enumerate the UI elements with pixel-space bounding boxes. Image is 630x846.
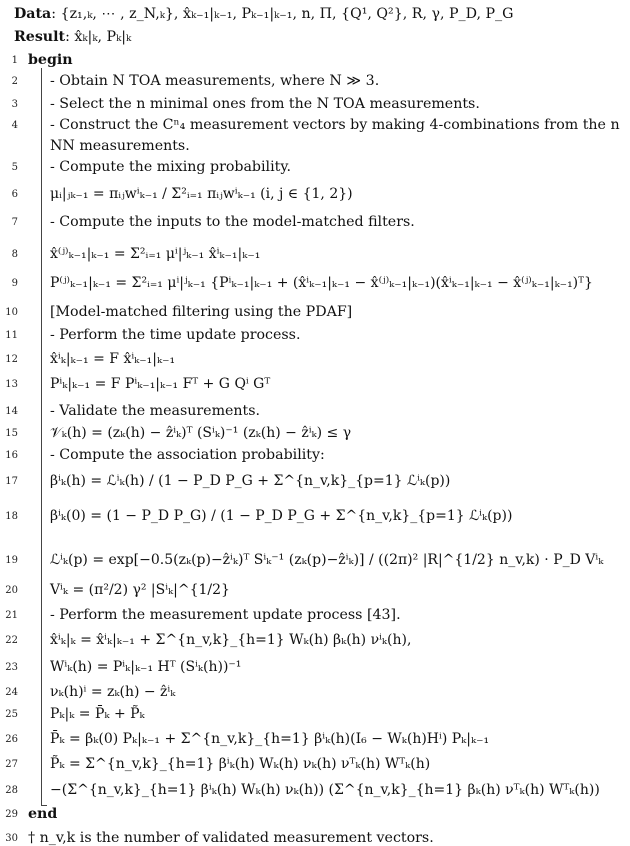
line-number: 23 [5, 662, 18, 673]
equation-text: x̂⁽ʲ⁾ₖ₋₁|ₖ₋₁ = Σ²ᵢ₌₁ μⁱ|ʲₖ₋₁ x̂ⁱₖ₋₁|ₖ₋₁ [50, 246, 261, 262]
line-number: 16 [5, 450, 18, 461]
line-number: 15 [5, 428, 18, 439]
equation-text: μᵢ|ⱼₖ₋₁ = πᵢⱼwⁱₖ₋₁ / Σ²ᵢ₌₁ πᵢⱼwⁱₖ₋₁ (i, j ∈ {1, 2}) [50, 186, 353, 202]
line-number: 8 [11, 249, 18, 260]
equation-text: Pⁱₖ|ₖ₋₁ = F Pⁱₖ₋₁|ₖ₋₁ Fᵀ + G Qⁱ Gᵀ [50, 376, 271, 392]
equation-text: ℒⁱₖ(p) = exp[−0.5(zₖ(p)−ẑⁱₖ)ᵀ Sⁱₖ⁻¹ (zₖ(p)−ẑⁱₖ)] / ((2π)² |R|^{1/2} n_v,k) · P_D Vⁱₖ [50, 552, 604, 568]
line-number: 10 [5, 307, 18, 318]
line-number: 28 [5, 785, 18, 796]
data-value: : {z₁,ₖ, ⋯ , z_N,ₖ}, x̂ₖ₋₁|ₖ₋₁, Pₖ₋₁|ₖ₋₁, n, Π, {Q¹, Q²}, R, γ, P_D, P_G [51, 6, 514, 22]
equation-text: 𝒱ₖ(h) = (zₖ(h) − ẑⁱₖ)ᵀ (Sⁱₖ)⁻¹ (zₖ(h) − ẑⁱₖ) ≤ γ [50, 425, 352, 441]
begin-keyword: begin [28, 52, 73, 68]
line-number: 24 [5, 687, 18, 698]
equation-text: −(Σ^{n_v,k}_{h=1} βⁱₖ(h) Wₖ(h) νₖ(h)) (Σ^{n_v,k}_{h=1} βₖ(h) νᵀₖ(h) Wᵀₖ(h)) [50, 782, 600, 798]
equation-text: x̂ⁱₖ|ₖ₋₁ = F x̂ⁱₖ₋₁|ₖ₋₁ [50, 351, 176, 367]
algorithm-data-line [14, 6, 514, 22]
equation-text: Vⁱₖ = (π²/2) γ² |Sⁱₖ|^{1/2} [50, 582, 230, 598]
end-keyword: end [28, 806, 58, 822]
equation-text: νₖ(h)ⁱ = zₖ(h) − ẑⁱₖ [50, 684, 176, 700]
algorithm-result-line [14, 29, 131, 45]
step-description: [Model-matched filtering using the PDAF] [50, 304, 353, 320]
result-value: : x̂ₖ|ₖ, Pₖ|ₖ [65, 29, 132, 45]
line-number: 9 [11, 278, 18, 289]
step-description: - Perform the measurement update process [43]. [50, 607, 401, 623]
equation-text: P̃ₖ = Σ^{n_v,k}_{h=1} βⁱₖ(h) Wₖ(h) νₖ(h) νᵀₖ(h) Wᵀₖ(h) [50, 756, 431, 772]
line-number: 25 [5, 709, 18, 720]
equation-text: x̂ⁱₖ|ₖ = x̂ⁱₖ|ₖ₋₁ + Σ^{n_v,k}_{h=1} Wₖ(h) βₖ(h) νⁱₖ(h), [50, 632, 412, 648]
step-description: - Validate the measurements. [50, 403, 261, 419]
step-description: - Select the n minimal ones from the N TOA measurements. [50, 96, 480, 112]
equation-text: Wⁱₖ(h) = Pⁱₖ|ₖ₋₁ Hᵀ (Sⁱₖ(h))⁻¹ [50, 659, 242, 675]
line-number: 7 [11, 217, 18, 228]
line-number: 5 [11, 162, 18, 173]
line-number: 11 [5, 330, 18, 341]
line-number: 21 [5, 610, 18, 621]
line-number: 19 [5, 555, 18, 566]
line-number: 1 [11, 55, 18, 66]
data-label: Data [14, 6, 52, 22]
begin-end-block-bar [41, 68, 42, 805]
line-number: 30 [5, 833, 18, 844]
line-number: 4 [11, 120, 18, 131]
step-description: - Construct the Cⁿ₄ measurement vectors by making 4-combinations from the n [50, 117, 620, 133]
line-number: 22 [5, 635, 18, 646]
line-number: 20 [5, 585, 18, 596]
step-description: - Compute the mixing probability. [50, 159, 291, 175]
line-number: 27 [5, 759, 18, 770]
step-description: - Obtain N TOA measurements, where N ≫ 3. [50, 73, 380, 89]
equation-text: Pₖ|ₖ = P̄ₖ + P̃ₖ [50, 706, 145, 722]
equation-text: βⁱₖ(h) = ℒⁱₖ(h) / (1 − P_D P_G + Σ^{n_v,k}_{p=1} ℒⁱₖ(p)) [50, 473, 451, 489]
step-description: - Compute the inputs to the model-matched filters. [50, 214, 415, 230]
line-number: 6 [11, 189, 18, 200]
line-number: 18 [5, 511, 18, 522]
equation-text: P⁽ʲ⁾ₖ₋₁|ₖ₋₁ = Σ²ᵢ₌₁ μⁱ|ʲₖ₋₁ {Pⁱₖ₋₁|ₖ₋₁ + (x̂ⁱₖ₋₁|ₖ₋₁ − x̂⁽ʲ⁾ₖ₋₁|ₖ₋₁)(x̂ⁱₖ₋₁|ₖ₋₁ − x̂⁽ʲ⁾ₖ₋₁|ₖ₋₁)ᵀ} [50, 275, 593, 291]
step-description: - Compute the association probability: [50, 447, 325, 463]
result-label: Result [14, 29, 66, 45]
line-number: 29 [5, 809, 18, 820]
footnote-text: † n_v,k is the number of validated measurement vectors. [28, 830, 434, 846]
line-number: 3 [11, 99, 18, 110]
line-number: 14 [5, 406, 18, 417]
step-description: - Perform the time update process. [50, 327, 301, 343]
equation-text: βⁱₖ(0) = (1 − P_D P_G) / (1 − P_D P_G + Σ^{n_v,k}_{p=1} ℒⁱₖ(p)) [50, 508, 513, 524]
line-number: 12 [5, 354, 18, 365]
line-number: 17 [5, 476, 18, 487]
line-number: 13 [5, 379, 18, 390]
line-number: 2 [11, 76, 18, 87]
equation-text: P̄ₖ = βₖ(0) Pₖ|ₖ₋₁ + Σ^{n_v,k}_{h=1} βⁱₖ(h)(I₆ − Wₖ(h)Hⁱ) Pₖ|ₖ₋₁ [50, 731, 490, 747]
line-number: 26 [5, 734, 18, 745]
step-description: NN measurements. [50, 138, 190, 154]
